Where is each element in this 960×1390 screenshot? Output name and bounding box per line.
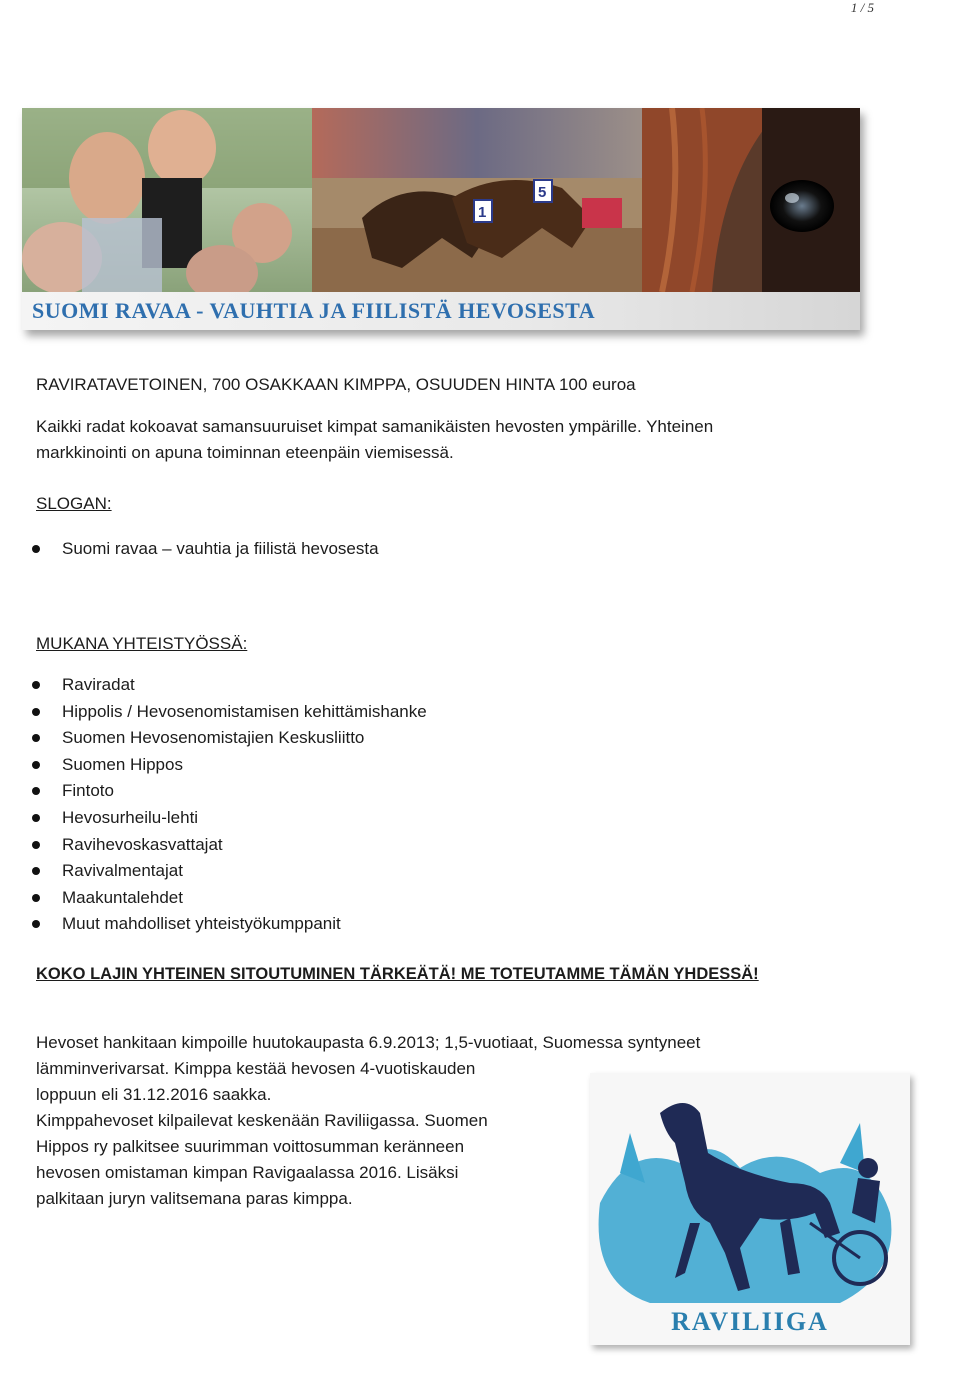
closing-line-6: hevosen omistaman kimpan Ravigaalassa 2016. Lisäksi	[36, 1163, 459, 1182]
list-item: Suomen Hippos	[28, 752, 427, 779]
list-item: Suomen Hevosenomistajien Keskusliitto	[28, 725, 427, 752]
raviliiga-logo-image	[590, 1073, 910, 1345]
intro-line-2: markkinointi on apuna toiminnan eteenpäin viemisessä.	[36, 443, 454, 462]
list-item: Raviradat	[28, 672, 427, 699]
closing-line-3: loppuun eli 31.12.2016 saakka.	[36, 1085, 272, 1104]
offer-heading: RAVIRATAVETOINEN, 700 OSAKKAAN KIMPPA, OSUUDEN HINTA 100 euroa	[36, 375, 636, 394]
list-item: Ravihevoskasvattajat	[28, 832, 427, 859]
header-banner-image	[22, 108, 860, 330]
slogan-list	[28, 536, 379, 563]
closing-line-5: Hippos ry palkitsee suurimman voittosumman keränneen	[36, 1137, 465, 1156]
list-item: Muut mahdolliset yhteistyökumppanit	[28, 911, 427, 938]
list-item: Suomi ravaa – vauhtia ja fiilistä hevosesta	[28, 536, 379, 563]
closing-line-7: palkitaan juryn valitsemana paras kimppa.	[36, 1189, 353, 1208]
list-item: Hippolis / Hevosenomistamisen kehittämishanke	[28, 699, 427, 726]
list-item: Ravivalmentajat	[28, 858, 427, 885]
closing-line-2: lämminverivarsat. Kimppa kestää hevosen 4-vuotiskauden	[36, 1059, 476, 1078]
partners-label: MUKANA YHTEISTYÖSSÄ:	[36, 634, 248, 653]
closing-line-4: Kimppahevoset kilpailevat keskenään Raviliigassa. Suomen	[36, 1111, 488, 1130]
bib-number-1: 1	[478, 204, 487, 221]
closing-line-1: Hevoset hankitaan kimpoille huutokaupasta 6.9.2013; 1,5-vuotiaat, Suomessa syntyneet	[36, 1033, 701, 1052]
banner-title: SUOMI RAVAA - VAUHTIA JA FIILISTÄ HEVOSESTA	[32, 298, 596, 323]
partners-list	[28, 672, 427, 938]
commitment-statement: KOKO LAJIN YHTEINEN SITOUTUMINEN TÄRKEÄTÄ! ME TOTEUTAMME TÄMÄN YHDESSÄ!	[36, 965, 759, 983]
list-item: Maakuntalehdet	[28, 885, 427, 912]
list-item: Hevosurheilu-lehti	[28, 805, 427, 832]
page-number: 1 / 5	[850, 0, 874, 15]
list-item: Fintoto	[28, 778, 427, 805]
intro-line-1: Kaikki radat kokoavat samansuuruiset kimpat samanikäisten hevosten ympärille. Yhteinen	[36, 417, 714, 436]
bib-number-5: 5	[538, 184, 547, 201]
slogan-label: SLOGAN:	[36, 494, 112, 513]
trotting-horse-illustration	[590, 1073, 910, 1345]
raviliiga-wordmark: RAVILIIGA	[671, 1307, 829, 1336]
